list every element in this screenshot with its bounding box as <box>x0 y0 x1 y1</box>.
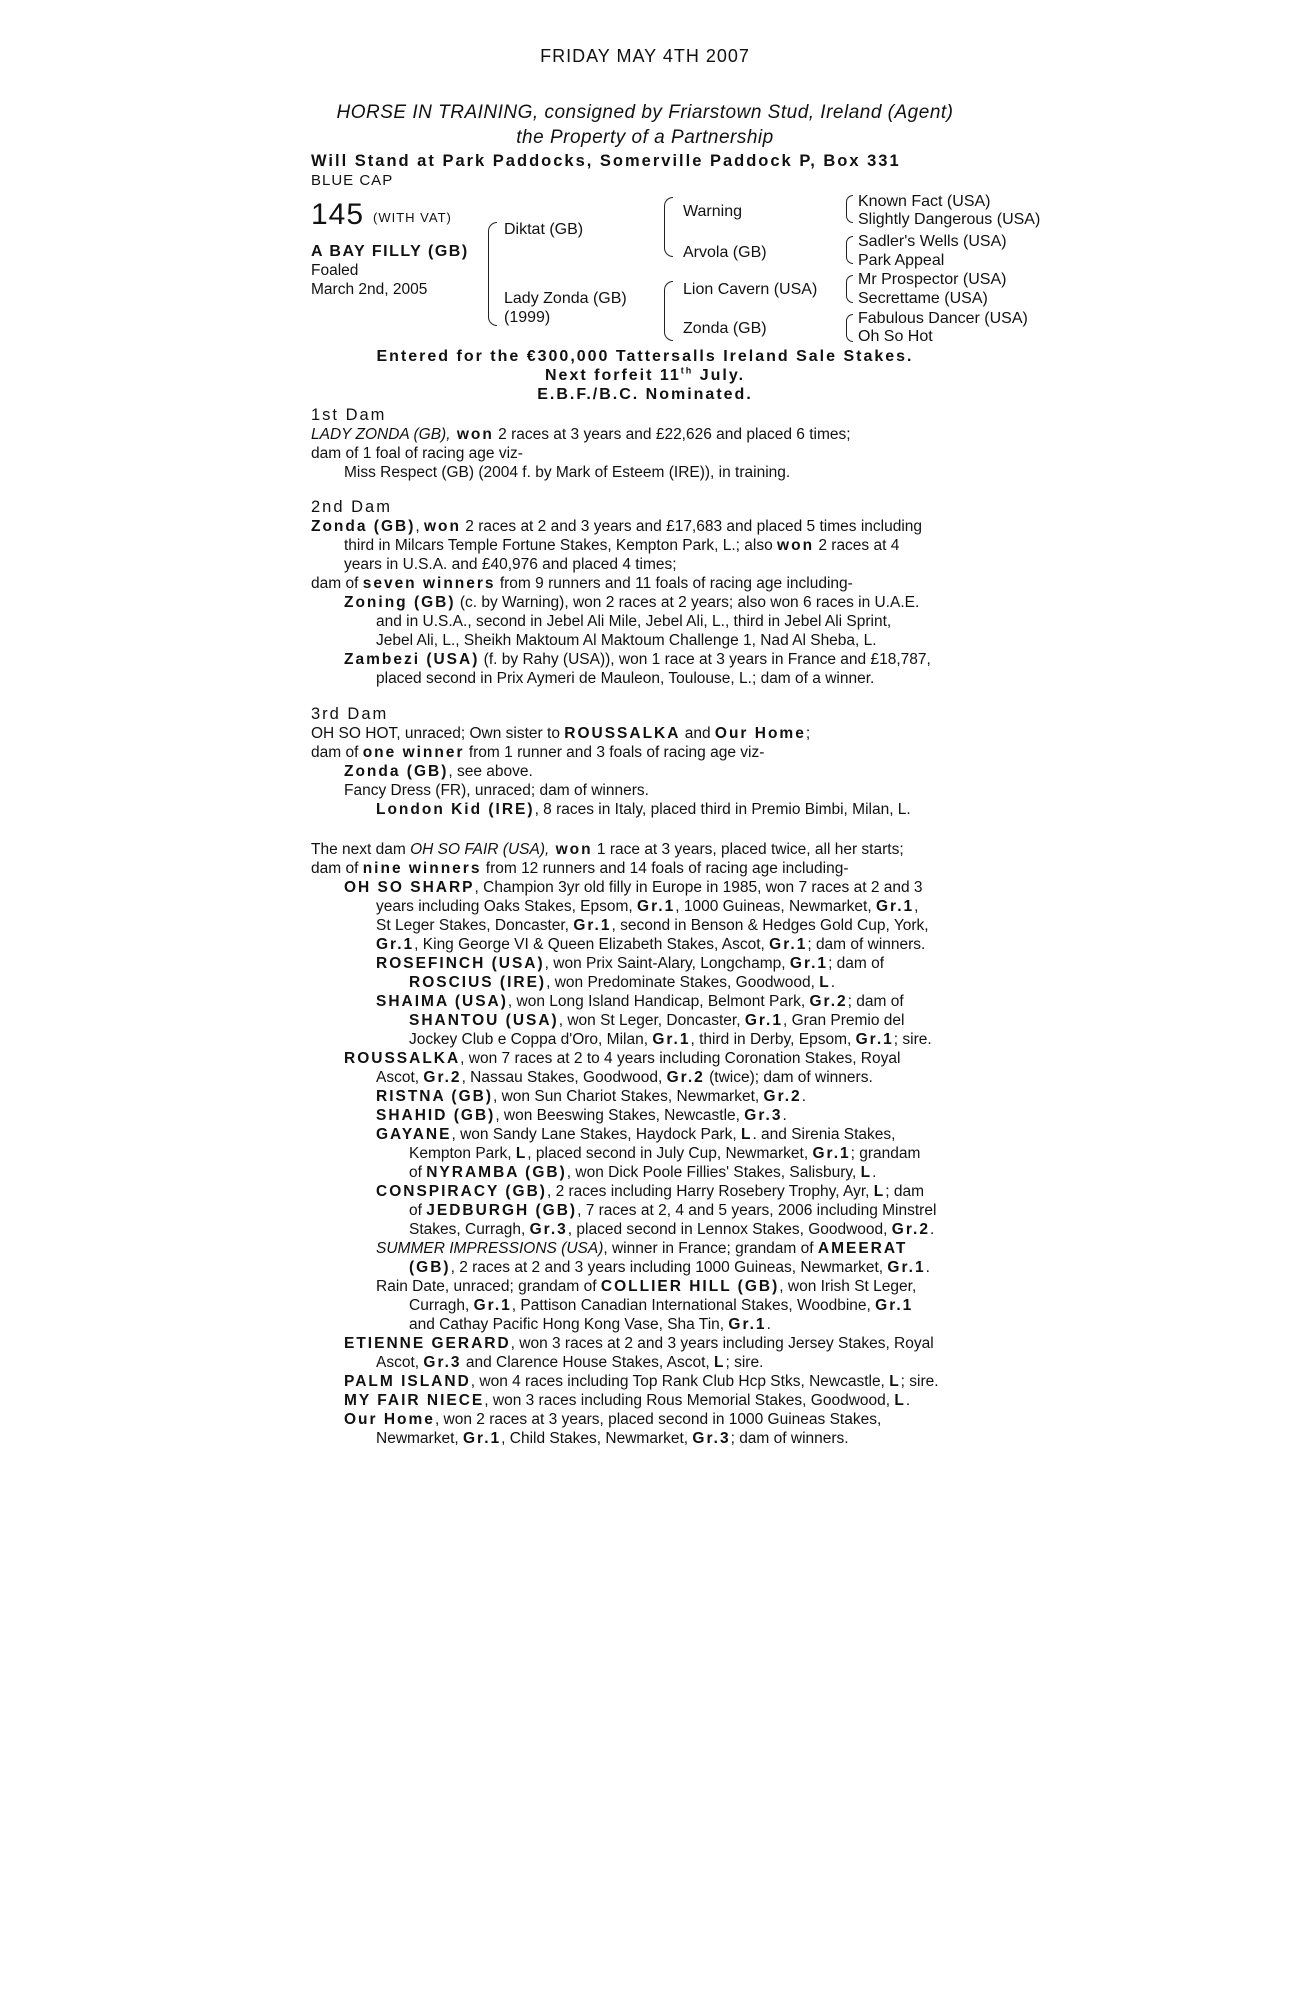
produce-text: (twice); dam of winners. <box>704 1069 873 1086</box>
second-dam-line: third in Milcars Temple Fortune Stakes, Kempton Park, L.; also won 2 races at 4 <box>344 537 900 554</box>
produce-text: , won Dick Poole Fillies' Stakes, Salisbury, <box>566 1164 861 1181</box>
stand-location: Will Stand at Park Paddocks, Somerville Paddock P, Box 331 <box>311 152 901 170</box>
produce-text: PALM ISLAND <box>344 1373 471 1390</box>
produce-text: , won Long Island Handicap, Belmont Park, <box>507 993 810 1010</box>
produce-record-line <box>311 1410 1061 1429</box>
produce-text: Gr.3 <box>744 1107 783 1124</box>
produce-text: . <box>801 1088 806 1105</box>
produce-text: years including Oaks Stakes, Epsom, <box>376 898 638 915</box>
produce-text: L <box>819 974 831 991</box>
produce-text: Gr.2 <box>666 1069 705 1086</box>
produce-text: ; dam of <box>847 993 904 1010</box>
produce-text: L <box>740 1126 753 1143</box>
pedigree-sds: Sadler's Wells (USA) <box>858 233 1007 250</box>
produce-record-line <box>311 1049 1061 1068</box>
produce-text: L <box>873 1183 886 1200</box>
produce-record-line <box>311 1353 1061 1372</box>
produce-text: , won 7 races at 2 to 4 years including Coronation Stakes, Royal <box>460 1050 901 1067</box>
next-dam-section <box>311 840 1061 1448</box>
produce-text: RISTNA (GB) <box>376 1088 493 1105</box>
produce-text: Gr.1 <box>812 1145 851 1162</box>
produce-text: , 2 races including Harry Rosebery Trophy, Ayr, <box>546 1183 874 1200</box>
produce-text: Gr.2 <box>891 1221 930 1238</box>
produce-record-line <box>311 1220 1061 1239</box>
produce-text: , won Prix Saint-Alary, Longchamp, <box>544 955 790 972</box>
consignment-line: HORSE IN TRAINING, consigned by Friarstown Stud, Ireland (Agent) <box>336 102 954 123</box>
produce-text: , second in Benson & Hedges Gold Cup, York, <box>611 917 929 934</box>
produce-text: Gr.1 <box>769 936 808 953</box>
produce-text: of <box>409 1164 427 1181</box>
produce-text: . and Sirenia Stakes, <box>752 1126 896 1143</box>
produce-text: Gr.2 <box>763 1088 802 1105</box>
second-dam-line: and in U.S.A., second in Jebel Ali Mile, Jebel Ali, L., third in Jebel Ali Sprint, <box>376 613 892 630</box>
produce-text: CONSPIRACY (GB) <box>376 1183 547 1200</box>
third-dam-section <box>311 705 1061 819</box>
pedigree-dam-sire: Lion Cavern (USA) <box>683 281 818 298</box>
produce-record-line <box>311 1106 1061 1125</box>
produce-text: , won Sandy Lane Stakes, Haydock Park, <box>451 1126 741 1143</box>
produce-text: Kempton Park, <box>409 1145 516 1162</box>
produce-text: Gr.1 <box>875 1297 914 1314</box>
produce-text: . <box>872 1164 877 1181</box>
pedigree-brace-main <box>488 222 497 326</box>
produce-text: , 2 races at 2 and 3 years including 1000 Guineas, Newmarket, <box>450 1259 888 1276</box>
produce-text: AMEERAT <box>817 1240 908 1257</box>
first-dam-section <box>311 406 1061 482</box>
second-dam-line: dam of seven winners from 9 runners and 11 foals of racing age including- <box>311 575 853 592</box>
produce-record-line <box>311 916 1061 935</box>
second-dam-heading: 2nd Dam <box>311 498 392 516</box>
pedigree-sss: Known Fact (USA) <box>858 193 991 210</box>
produce-text: SHAHID (GB) <box>376 1107 496 1124</box>
produce-text: Gr.1 <box>573 917 612 934</box>
third-dam-line: OH SO HOT, unraced; Own sister to ROUSSALKA and Our Home; <box>311 725 811 742</box>
second-dam-line: Zoning (GB) (c. by Warning), won 2 races at 2 years; also won 6 races in U.A.E. <box>344 594 920 611</box>
produce-text: , Champion 3yr old filly in Europe in 1985, won 7 races at 2 and 3 <box>474 879 923 896</box>
produce-text: Gr.1 <box>744 1012 783 1029</box>
produce-text: , 7 races at 2, 4 and 5 years, 2006 including Minstrel <box>577 1202 937 1219</box>
produce-text: Gr.3 <box>529 1221 568 1238</box>
third-dam-line: dam of one winner from 1 runner and 3 foals of racing age viz- <box>311 744 765 761</box>
produce-text: Gr.1 <box>463 1430 502 1447</box>
produce-text: SHANTOU (USA) <box>409 1012 559 1029</box>
produce-text: L <box>894 1392 906 1409</box>
foaled-date: March 2nd, 2005 <box>311 281 428 298</box>
produce-record-line <box>311 1429 1061 1448</box>
produce-text: Ascot, <box>376 1354 424 1371</box>
produce-text: Gr.3 <box>692 1430 731 1447</box>
produce-text: Gr.1 <box>376 936 415 953</box>
produce-record-line <box>311 935 1061 954</box>
property-line: the Property of a Partnership <box>516 127 774 148</box>
produce-text: , won Predominate Stakes, Goodwood, <box>546 974 820 991</box>
produce-text: , won 2 races at 3 years, placed second in 1000 Guineas Stakes, <box>434 1411 882 1428</box>
produce-record-line <box>311 1239 1061 1258</box>
entry-forfeit: Next forfeit 11th July. <box>544 365 746 384</box>
horse-description: A BAY FILLY (GB) <box>311 243 469 260</box>
lot-number: 145 <box>311 198 365 231</box>
produce-text: Gr.2 <box>423 1069 462 1086</box>
produce-text: L <box>515 1145 528 1162</box>
pedigree-brace-dam <box>664 281 673 341</box>
produce-text: (GB) <box>409 1259 451 1276</box>
produce-text: ETIENNE GERARD <box>344 1335 511 1352</box>
produce-record-line <box>311 1163 1061 1182</box>
produce-text: ; sire. <box>900 1373 939 1390</box>
produce-text: , Pattison Canadian International Stakes, Woodbine, <box>511 1297 876 1314</box>
produce-text: , won Sun Chariot Stakes, Newmarket, <box>493 1088 764 1105</box>
vat-note: (WITH VAT) <box>373 210 452 225</box>
produce-text: Jockey Club e Coppa d'Oro, Milan, <box>409 1031 653 1048</box>
produce-text: Ascot, <box>376 1069 424 1086</box>
produce-text: , won 3 races including Rous Memorial Stakes, Goodwood, <box>484 1392 895 1409</box>
produce-text: Gr.1 <box>652 1031 691 1048</box>
produce-text: Gr.1 <box>887 1259 926 1276</box>
pedigree-dss: Mr Prospector (USA) <box>858 271 1007 288</box>
produce-text: . <box>929 1221 935 1238</box>
entry-nominated: E.B.F./B.C. Nominated. <box>537 386 753 403</box>
produce-text: JEDBURGH (GB) <box>426 1202 578 1219</box>
produce-text: ; dam of winners. <box>730 1430 849 1447</box>
second-dam-line: Jebel Ali, L., Sheikh Maktoum Al Maktoum Challenge 1, Nad Al Sheba, L. <box>376 632 877 649</box>
produce-record-line <box>311 1315 1061 1334</box>
produce-text: of <box>409 1202 427 1219</box>
produce-text: , 1000 Guineas, Newmarket, <box>675 898 876 915</box>
produce-text: , <box>914 898 919 915</box>
produce-text: ROUSSALKA <box>344 1050 461 1067</box>
next-dam-line: The next dam OH SO FAIR (USA), won 1 race at 3 years, placed twice, all her starts; <box>311 841 904 858</box>
produce-text: Gr.3 <box>423 1354 462 1371</box>
produce-text: Gr.1 <box>637 898 676 915</box>
pedigree-brace-sire <box>664 197 673 257</box>
pedigree-brace-dd <box>846 314 853 342</box>
second-dam-line: years in U.S.A. and £40,976 and placed 4 times; <box>344 556 677 573</box>
pedigree-sire-sire: Warning <box>683 203 742 220</box>
produce-record-line <box>311 992 1061 1011</box>
produce-text: . <box>766 1316 771 1333</box>
produce-text: ; dam of <box>828 955 885 972</box>
pedigree-brace-ds <box>846 275 853 303</box>
produce-text: GAYANE <box>376 1126 452 1143</box>
pedigree-ssd: Slightly Dangerous (USA) <box>858 211 1041 228</box>
produce-text: , won 3 races at 2 and 3 years including Jersey Stakes, Royal <box>510 1335 934 1352</box>
produce-record-line <box>311 1182 1061 1201</box>
third-dam-heading: 3rd Dam <box>311 705 389 723</box>
produce-text: , placed second in July Cup, Newmarket, <box>527 1145 813 1162</box>
produce-text: Gr.1 <box>728 1316 767 1333</box>
pedigree-dam-dam: Zonda (GB) <box>683 320 767 337</box>
third-dam-line: Fancy Dress (FR), unraced; dam of winners. <box>344 782 649 799</box>
produce-text: , winner in France; grandam of <box>603 1240 818 1257</box>
produce-record-line <box>311 1201 1061 1220</box>
produce-record-line <box>311 1296 1061 1315</box>
produce-text: COLLIER HILL (GB) <box>600 1278 780 1295</box>
produce-text: ; dam <box>885 1183 924 1200</box>
produce-text: ; grandam <box>850 1145 921 1162</box>
pedigree-dam: Lady Zonda (GB) <box>504 290 627 307</box>
produce-text: Stakes, Curragh, <box>409 1221 530 1238</box>
produce-record-line <box>311 1277 1061 1296</box>
produce-record-line <box>311 878 1061 897</box>
produce-text: Gr.2 <box>809 993 848 1010</box>
produce-record-line <box>311 954 1061 973</box>
produce-record-line <box>311 1391 1061 1410</box>
pedigree-dsd: Secrettame (USA) <box>858 290 988 307</box>
produce-text: . <box>830 974 836 991</box>
produce-text: , won Beeswing Stakes, Newcastle, <box>495 1107 745 1124</box>
pedigree-sdd: Park Appeal <box>858 252 945 269</box>
second-dam-line: Zambezi (USA) (f. by Rahy (USA)), won 1 race at 3 years in France and £18,787, <box>344 651 931 668</box>
produce-text: ; sire. <box>893 1031 932 1048</box>
first-dam-line: dam of 1 foal of racing age viz- <box>311 445 523 462</box>
produce-text: MY FAIR NIECE <box>344 1392 485 1409</box>
produce-list <box>311 878 1061 1448</box>
produce-record-line <box>311 1372 1061 1391</box>
produce-text: . <box>782 1107 787 1124</box>
produce-text: , King George VI & Queen Elizabeth Stakes, Ascot, <box>414 936 770 953</box>
produce-text: L <box>714 1354 726 1371</box>
produce-record-line <box>311 1030 1061 1049</box>
second-dam-section <box>311 498 1061 688</box>
foaled-label: Foaled <box>311 262 359 279</box>
produce-text: . <box>925 1259 930 1276</box>
produce-record-line <box>311 897 1061 916</box>
entry-sale-stakes: Entered for the €300,000 Tattersalls Ireland Sale Stakes. <box>376 348 914 365</box>
pedigree-dds: Fabulous Dancer (USA) <box>858 310 1028 327</box>
produce-text: , Gran Premio del <box>783 1012 905 1029</box>
pedigree-ddd: Oh So Hot <box>858 328 933 345</box>
produce-text: Rain Date, unraced; grandam of <box>376 1278 601 1295</box>
pedigree-brace-sd <box>846 236 853 264</box>
produce-text: Gr.1 <box>875 898 915 915</box>
produce-text: NYRAMBA (GB) <box>426 1164 567 1181</box>
produce-record-line <box>311 973 1061 992</box>
produce-record-line <box>311 1334 1061 1353</box>
produce-text: Gr.1 <box>789 955 829 972</box>
produce-text: Newmarket, <box>376 1430 463 1447</box>
produce-text: Curragh, <box>409 1297 474 1314</box>
second-dam-line: Zonda (GB), won 2 races at 2 and 3 years and £17,683 and placed 5 times including <box>311 518 923 535</box>
third-dam-line: London Kid (IRE), 8 races in Italy, placed third in Premio Bimbi, Milan, L. <box>376 801 911 818</box>
produce-record-line <box>311 1087 1061 1106</box>
produce-record-line <box>311 1258 1061 1277</box>
produce-record-line <box>311 1144 1061 1163</box>
next-dam-line: dam of nine winners from 12 runners and 14 foals of racing age including- <box>311 860 849 877</box>
produce-text: ; sire. <box>725 1354 764 1371</box>
produce-text: , Child Stakes, Newmarket, <box>501 1430 693 1447</box>
first-dam-line: Miss Respect (GB) (2004 f. by Mark of Esteem (IRE)), in training. <box>344 464 791 481</box>
produce-record-line <box>311 1011 1061 1030</box>
produce-text: . <box>905 1392 911 1409</box>
produce-text: SUMMER IMPRESSIONS (USA) <box>376 1240 604 1257</box>
sale-date: FRIDAY MAY 4TH 2007 <box>540 46 750 66</box>
produce-text: ROSCIUS (IRE) <box>409 974 547 991</box>
pedigree-sire: Diktat (GB) <box>504 221 584 238</box>
produce-text: Our Home <box>344 1411 435 1428</box>
produce-text: Gr.1 <box>473 1297 512 1314</box>
produce-text: , Nassau Stakes, Goodwood, <box>461 1069 667 1086</box>
produce-text: L <box>860 1164 873 1181</box>
produce-text: and Clarence House Stakes, Ascot, <box>461 1354 715 1371</box>
pedigree-brace-ss <box>846 195 853 223</box>
pedigree-dam-year: (1999) <box>504 309 551 326</box>
produce-text: L <box>889 1373 901 1390</box>
produce-text: and Cathay Pacific Hong Kong Vase, Sha Tin, <box>409 1316 729 1333</box>
second-dam-line: placed second in Prix Aymeri de Mauleon, Toulouse, L.; dam of a winner. <box>376 670 875 687</box>
produce-record-line <box>311 1125 1061 1144</box>
produce-text: , placed second in Lennox Stakes, Goodwood, <box>567 1221 892 1238</box>
produce-text: , won 4 races including Top Rank Club Hcp Stks, Newcastle, <box>470 1373 890 1390</box>
cap-color: BLUE CAP <box>311 172 394 189</box>
produce-text: St Leger Stakes, Doncaster, <box>376 917 574 934</box>
pedigree-sire-dam: Arvola (GB) <box>683 244 767 261</box>
produce-text: OH SO SHARP <box>344 879 475 896</box>
produce-text: ROSEFINCH (USA) <box>376 955 545 972</box>
first-dam-line: LADY ZONDA (GB), won 2 races at 3 years and £22,626 and placed 6 times; <box>311 426 851 443</box>
produce-text: , third in Derby, Epsom, <box>690 1031 856 1048</box>
produce-text: SHAIMA (USA) <box>376 993 508 1010</box>
first-dam-heading: 1st Dam <box>311 406 387 424</box>
produce-text: ; dam of winners. <box>807 936 926 953</box>
produce-record-line <box>311 1068 1061 1087</box>
produce-text: Gr.1 <box>855 1031 894 1048</box>
produce-text: , won Irish St Leger, <box>779 1278 917 1295</box>
third-dam-line: Zonda (GB), see above. <box>344 763 533 780</box>
produce-text: , won St Leger, Doncaster, <box>558 1012 745 1029</box>
